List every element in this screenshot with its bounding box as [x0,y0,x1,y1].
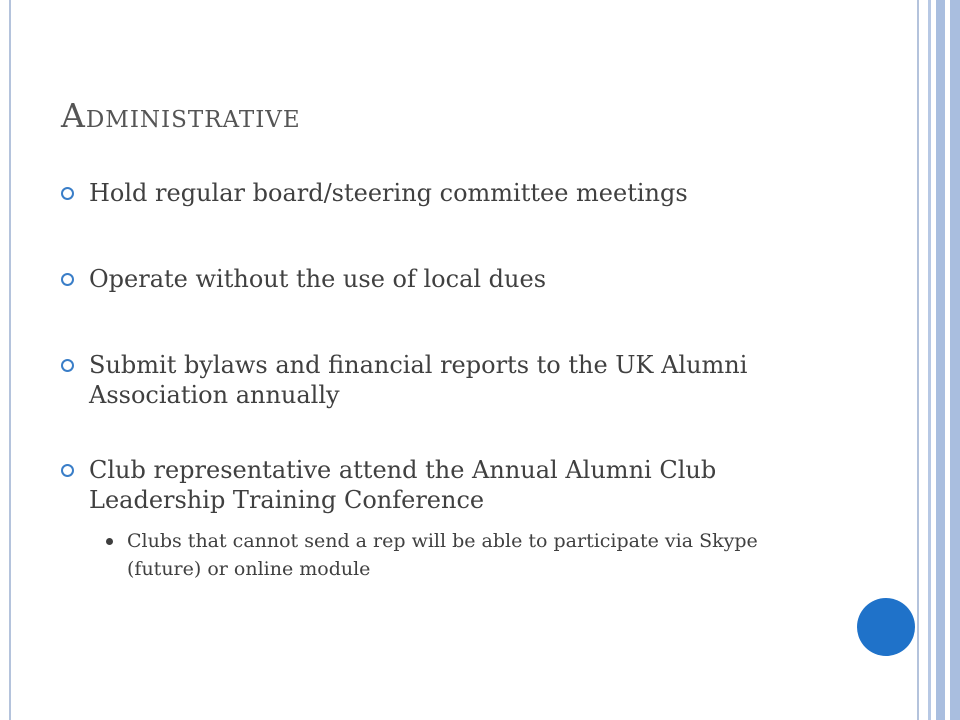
ring-bullet-icon [61,187,74,200]
bullet-item [61,455,821,583]
ring-bullet-icon [61,273,74,286]
bullet-text: Operate without the use of local dues [89,265,547,293]
bullet-text: Submit bylaws and financial reports to the UK Alumni Association annually [89,351,748,409]
dot-bullet-icon [106,538,113,545]
band-stripe [950,0,960,720]
left-border-line [9,0,11,720]
sub-bullet-item [89,527,821,583]
bullet-text: Hold regular board/steering committee meetings [89,179,688,207]
sub-bullet-list [89,527,821,583]
band-stripe [936,0,945,720]
bullet-text: Club representative attend the Annual Alumni Club Leadership Training Conference [89,456,717,514]
blue-circle-icon [857,598,915,656]
sub-bullet-text: Clubs that cannot send a rep will be able to participate via Skype (future) or online module [127,530,758,580]
slide-title: Administrative [61,96,301,135]
bullet-item [61,178,821,208]
bullet-list [61,178,821,611]
ring-bullet-icon [61,464,74,477]
bullet-item [61,350,821,410]
band-stripe [928,0,931,720]
ring-bullet-icon [61,359,74,372]
bullet-item [61,264,821,294]
